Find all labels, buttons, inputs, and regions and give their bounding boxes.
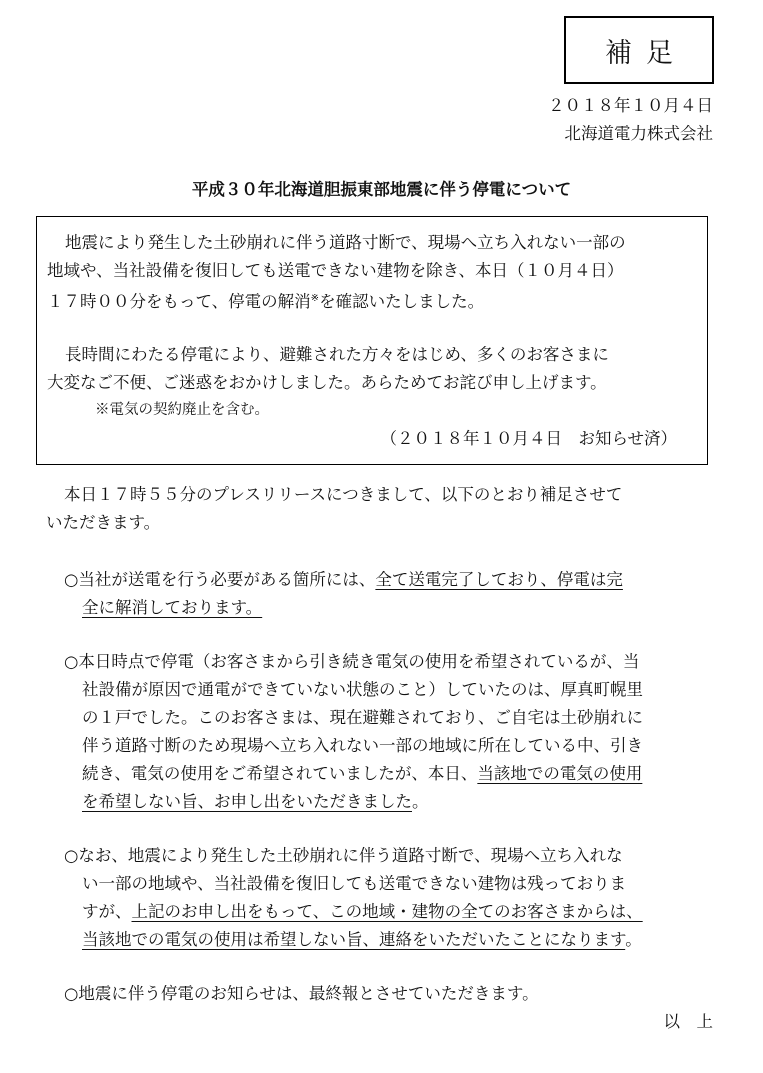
footnote-mark: ※ bbox=[310, 293, 320, 304]
supplement-label: 補足 bbox=[605, 37, 687, 69]
supplement-label-box bbox=[564, 16, 714, 84]
item3-line3: すが、上記のお申し出をもって、この地域・建物の全てのお客さまからは、 bbox=[82, 902, 643, 921]
item2-line1: ○本日時点で停電（お客さまから引き続き電気の使用を希望されているが、当 bbox=[64, 652, 640, 671]
item1-line1: ○当社が送電を行う必要がある箇所には、全て送電完了しており、停電は完 bbox=[64, 570, 623, 589]
notice-box bbox=[36, 216, 708, 465]
item1-line2: 全に解消しております。 bbox=[82, 598, 263, 617]
notice-p2-line2: 大変なご不便、ご迷惑をおかけしました。あらためてお詫び申し上げます。 bbox=[47, 373, 607, 392]
notice-p1-line2: 地域や、当社設備を復旧しても送電できない建物を除き、本日（１０月４日） bbox=[47, 261, 624, 280]
item2-line2: 社設備が原因で通電ができていない状態のこと）していたのは、厚真町幌里 bbox=[82, 680, 643, 699]
item2-line4: 伴う道路寸断のため現場へ立ち入れない一部の地域に所在している中、引き bbox=[82, 736, 643, 755]
notice-p2-line1: 長時間にわたる停電により、避難された方々をはじめ、多くのお客さまに bbox=[65, 345, 609, 364]
company-name: 北海道電力株式会社 bbox=[564, 124, 713, 143]
item2-line5: 続き、電気の使用をご希望されていましたが、本日、当該地での電気の使用 bbox=[82, 764, 643, 783]
item2-line3: の１戸でした。このお客さまは、現在避難されており、ご自宅は土砂崩れに bbox=[82, 708, 643, 727]
notice-notified: （２０１８年１０月４日 お知らせ済） bbox=[380, 429, 677, 448]
page-title: 平成３０年北海道胆振東部地震に伴う停電について bbox=[191, 180, 572, 199]
item2-line6: を希望しない旨、お申し出をいただきました。 bbox=[82, 792, 429, 811]
document-date: ２０１８年１０月４日 bbox=[548, 96, 713, 115]
notice-p1-line3: １７時００分をもって、停電の解消※を確認いたしました。 bbox=[47, 292, 485, 311]
notice-footnote: ※電気の契約廃止を含む。 bbox=[95, 402, 269, 418]
intro-line2: いただきます。 bbox=[46, 513, 161, 532]
intro-line1: 本日１７時５５分のプレスリリースにつきまして、以下のとおり補足させて bbox=[64, 485, 623, 504]
closing-mark: 以 上 bbox=[663, 1012, 713, 1031]
item3-line2: い一部の地域や、当社設備を復旧しても送電できない建物は残っておりま bbox=[82, 874, 627, 893]
item3-line4: 当該地での電気の使用は希望しない旨、連絡をいただいたことになります。 bbox=[82, 930, 642, 949]
item4-line: ○地震に伴う停電のお知らせは、最終報とさせていただきます。 bbox=[64, 984, 539, 1003]
notice-p1-line1: 地震により発生した土砂崩れに伴う道路寸断で、現場へ立ち入れない一部の bbox=[65, 233, 626, 252]
item3-line1: ○なお、地震により発生した土砂崩れに伴う道路寸断で、現場へ立ち入れな bbox=[64, 846, 623, 865]
